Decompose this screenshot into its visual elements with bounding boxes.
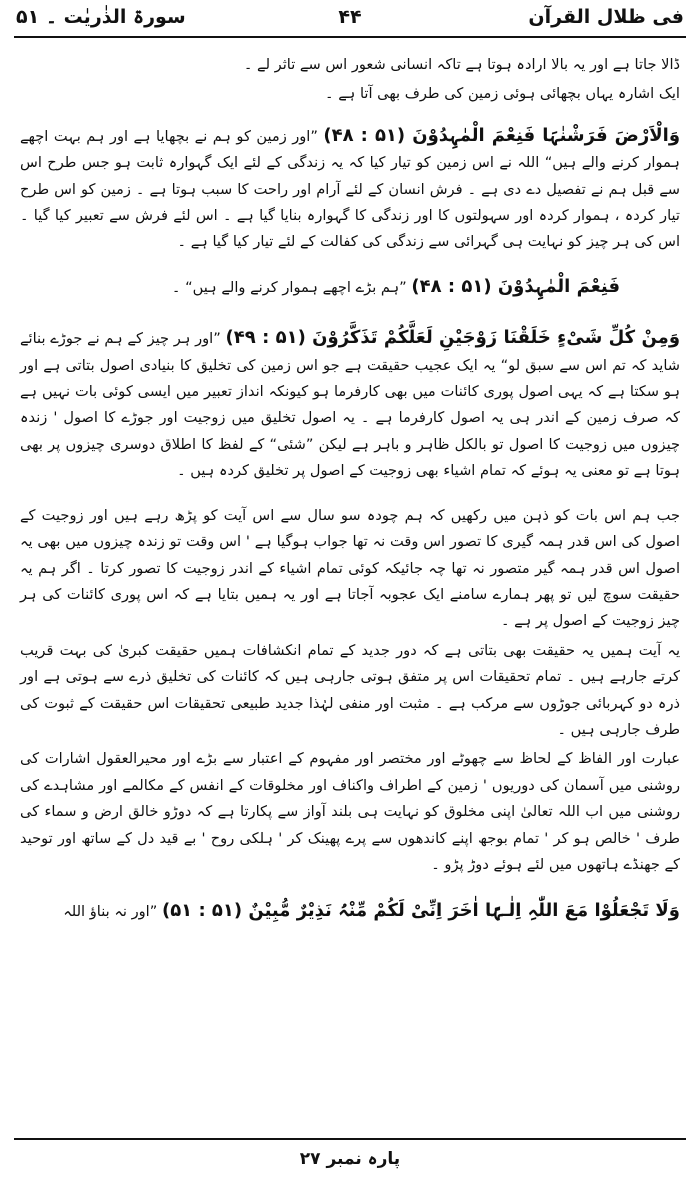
verse-block: [20, 325, 680, 484]
paragraph: جب ہم اس بات کو ذہن میں رکھیں کہ ہم چودہ سو سال سے اس آیت کو پڑھ رہے ہیں اور زوجیت کے اصول کی اس قدر ہمہ گیری کا تصور اس وقت نہ تھا جواب ہوگیا ہے ' اس وقت تو زندہ چیزوں میں بھی یہ اصول اس قدر ہمہ گیر متصور نہ تھا چہ جائیکہ کوئی تمام اشیاء کے اندر زوجیت کا تصور کرتا ۔ اگر ہم یہ حقیقت سوچ لیں تو پھر ہمارے سامنے ایک عجوبہ آجاتا ہے اور یہ ہمیں بتایا ہے کہ اس پوری کائنات کی ہر چیز زوجیت کے اصول پر ہے ۔: [20, 506, 680, 630]
verse-translation: ”اور ہر چیز کے ہم نے: [87, 330, 221, 348]
page-number: ۴۴: [338, 6, 362, 28]
page-header: [14, 4, 686, 38]
paragraph: عبارت اور الفاظ کے لحاظ سے چھوٹے اور مختصر اور مفہوم کے اعتبار سے بڑے اور محیرالعقول اشارات کی روشنی میں آسمان کی دوریوں ' زمین کے اطراف واکناف اور مخلوقات کے انفس کے مکالمے اور مشاہدے کی روشنی میں اب اللہ تعالیٰ اپنی مخلوق کو نہایت ہی بلند آواز سے پکارتا ہے کہ دوڑو خالق ارض و سماء کی طرف ' خالص ہو کر ' تمام بوجھ اپنے کاندھوں سے پرے پھینک کر ' ہلکی روح ' بے قید دل کے ساتھ اور توحید کے جھنڈے ہاتھوں میں لئے ہوئے دوڑ پڑو ۔: [20, 750, 680, 873]
quran-verse: فَنِعْمَ الْمٰہِدُوْنَ (۵۱ : ۴۸): [411, 275, 620, 297]
para-label: پارہ نمبر ۲۷: [299, 1149, 401, 1169]
page-footer: [14, 1138, 686, 1169]
page-body: [20, 52, 680, 926]
verse-translation: ”ہم بڑے اچھے ہموار کرنے والے ہیں“ ۔: [171, 278, 407, 296]
verse-block: [20, 898, 680, 925]
quran-verse: وَلَا تَجْعَلُوْا مَعَ اللّٰہِ اِلٰـہًا اٰخَرَ اِنِّیْ لَکُمْ مِّنْہُ نَذِیْرٌ مُّبِیْنٌ (۵۱ : ۵۱): [161, 900, 680, 922]
verse-translation: ”اور نہ بناؤ اللہ: [63, 903, 158, 921]
verse-block: [20, 274, 680, 301]
verse-translation: ”اور زمین کو ہم نے بچھایا ہے اور ہم بہت: [53, 127, 318, 145]
quran-verse: وَمِنْ کُلِّ شَیْءٍ خَلَقْنَا زَوْجَیْنِ لَعَلَّکُمْ تَذَکَّرُوْنَ (۵۱ : ۴۹): [225, 327, 681, 349]
quran-verse: وَالْاَرْضَ فَرَشْنٰہَا فَنِعْمَ الْمٰہِدُوْنَ (۵۱ : ۴۸): [323, 124, 681, 146]
paragraph: ڈالا جاتا ہے اور یہ بالا ارادہ ہوتا ہے تاکہ انسانی شعور اس سے تاثر لے ۔: [243, 56, 680, 73]
verse-block: [20, 123, 680, 256]
paragraph: اچھے ہموار کرنے والے ہیں“ اللہ نے اس زمین کو تیار کیا کہ یہ زندگی کے لئے ایک گہوارہ ثابت ہو جس طرح اس سے قبل ہم نے تفصیل دے دی ہے ۔ فرش انسان کے لئے آرام اور راحت کا سبب ہوتا ہے ۔ زمین کو اس طرح تیار کردہ ، ہموار کردہ اور سہولتوں کا اور زندگی کا گہوارہ بنایا گیا ہے ۔ اس لئے فرش سے تعبیر کیا گیا ۔ اس کی ہر چیز کو نہایت ہی گہرائی سے زندگی کی کفالت کے لئے تیار کیا گیا ہے ۔: [20, 127, 680, 251]
paragraph: ایک اشارہ یہاں بچھائی ہوئی زمین کی طرف بھی آتا ہے ۔: [325, 85, 680, 103]
paragraph: جوڑے بنائے شاید کہ تم اس سے سبق لو“ یہ ایک عجیب حقیقت ہے جو اس زمین کی تخلیق کا بنیادی اصول بتاتی ہے اور ہو سکتا ہے کہ یہی اصول پوری کائنات میں بھی کارفرما ہو کیونکہ انداز تعبیر میں ایسی کوئی بات نہیں ہے کہ صرف زمین کے اندر ہی یہ اصول کارفرما ہے ۔ یہ اصول تخلیق میں زوجیت اور جوڑے کا اصول ' زندہ چیزوں میں زوجیت کا اصول تو بالکل ظاہر و باہر ہے لیکن ”شئی“ کے لفظ کا اطلاق دوسری چیزوں پر بھی ہوتا ہے تو معنی یہ ہوئے کہ تمام اشیاء بھی زوجیت کے اصول پر تخلیق کردہ ہیں ۔: [20, 330, 680, 480]
book-title: فی ظلال القرآن: [528, 6, 684, 28]
paragraph: یہ آیت ہمیں یہ حقیقت بھی بتاتی ہے کہ دور جدید کے تمام انکشافات ہمیں حقیقت کبریٰ کی بہت قریب کرتے جارہے ہیں ۔ تمام تحقیقات اس پر متفق ہوتی جارہی ہیں کہ کائنات کی تخلیق ذرے سے ہوتی ہے اور ذرہ دو کہربائی جوڑوں سے مرکب ہے ۔ مثبت اور منفی لہٰذا جدید طبیعی تحقیقات اس حقیقت کے ثبوت کی طرف جارہی ہیں ۔: [20, 641, 681, 738]
surah-name: سورۃ الذٰریٰت ۔ ۵۱: [16, 6, 186, 28]
